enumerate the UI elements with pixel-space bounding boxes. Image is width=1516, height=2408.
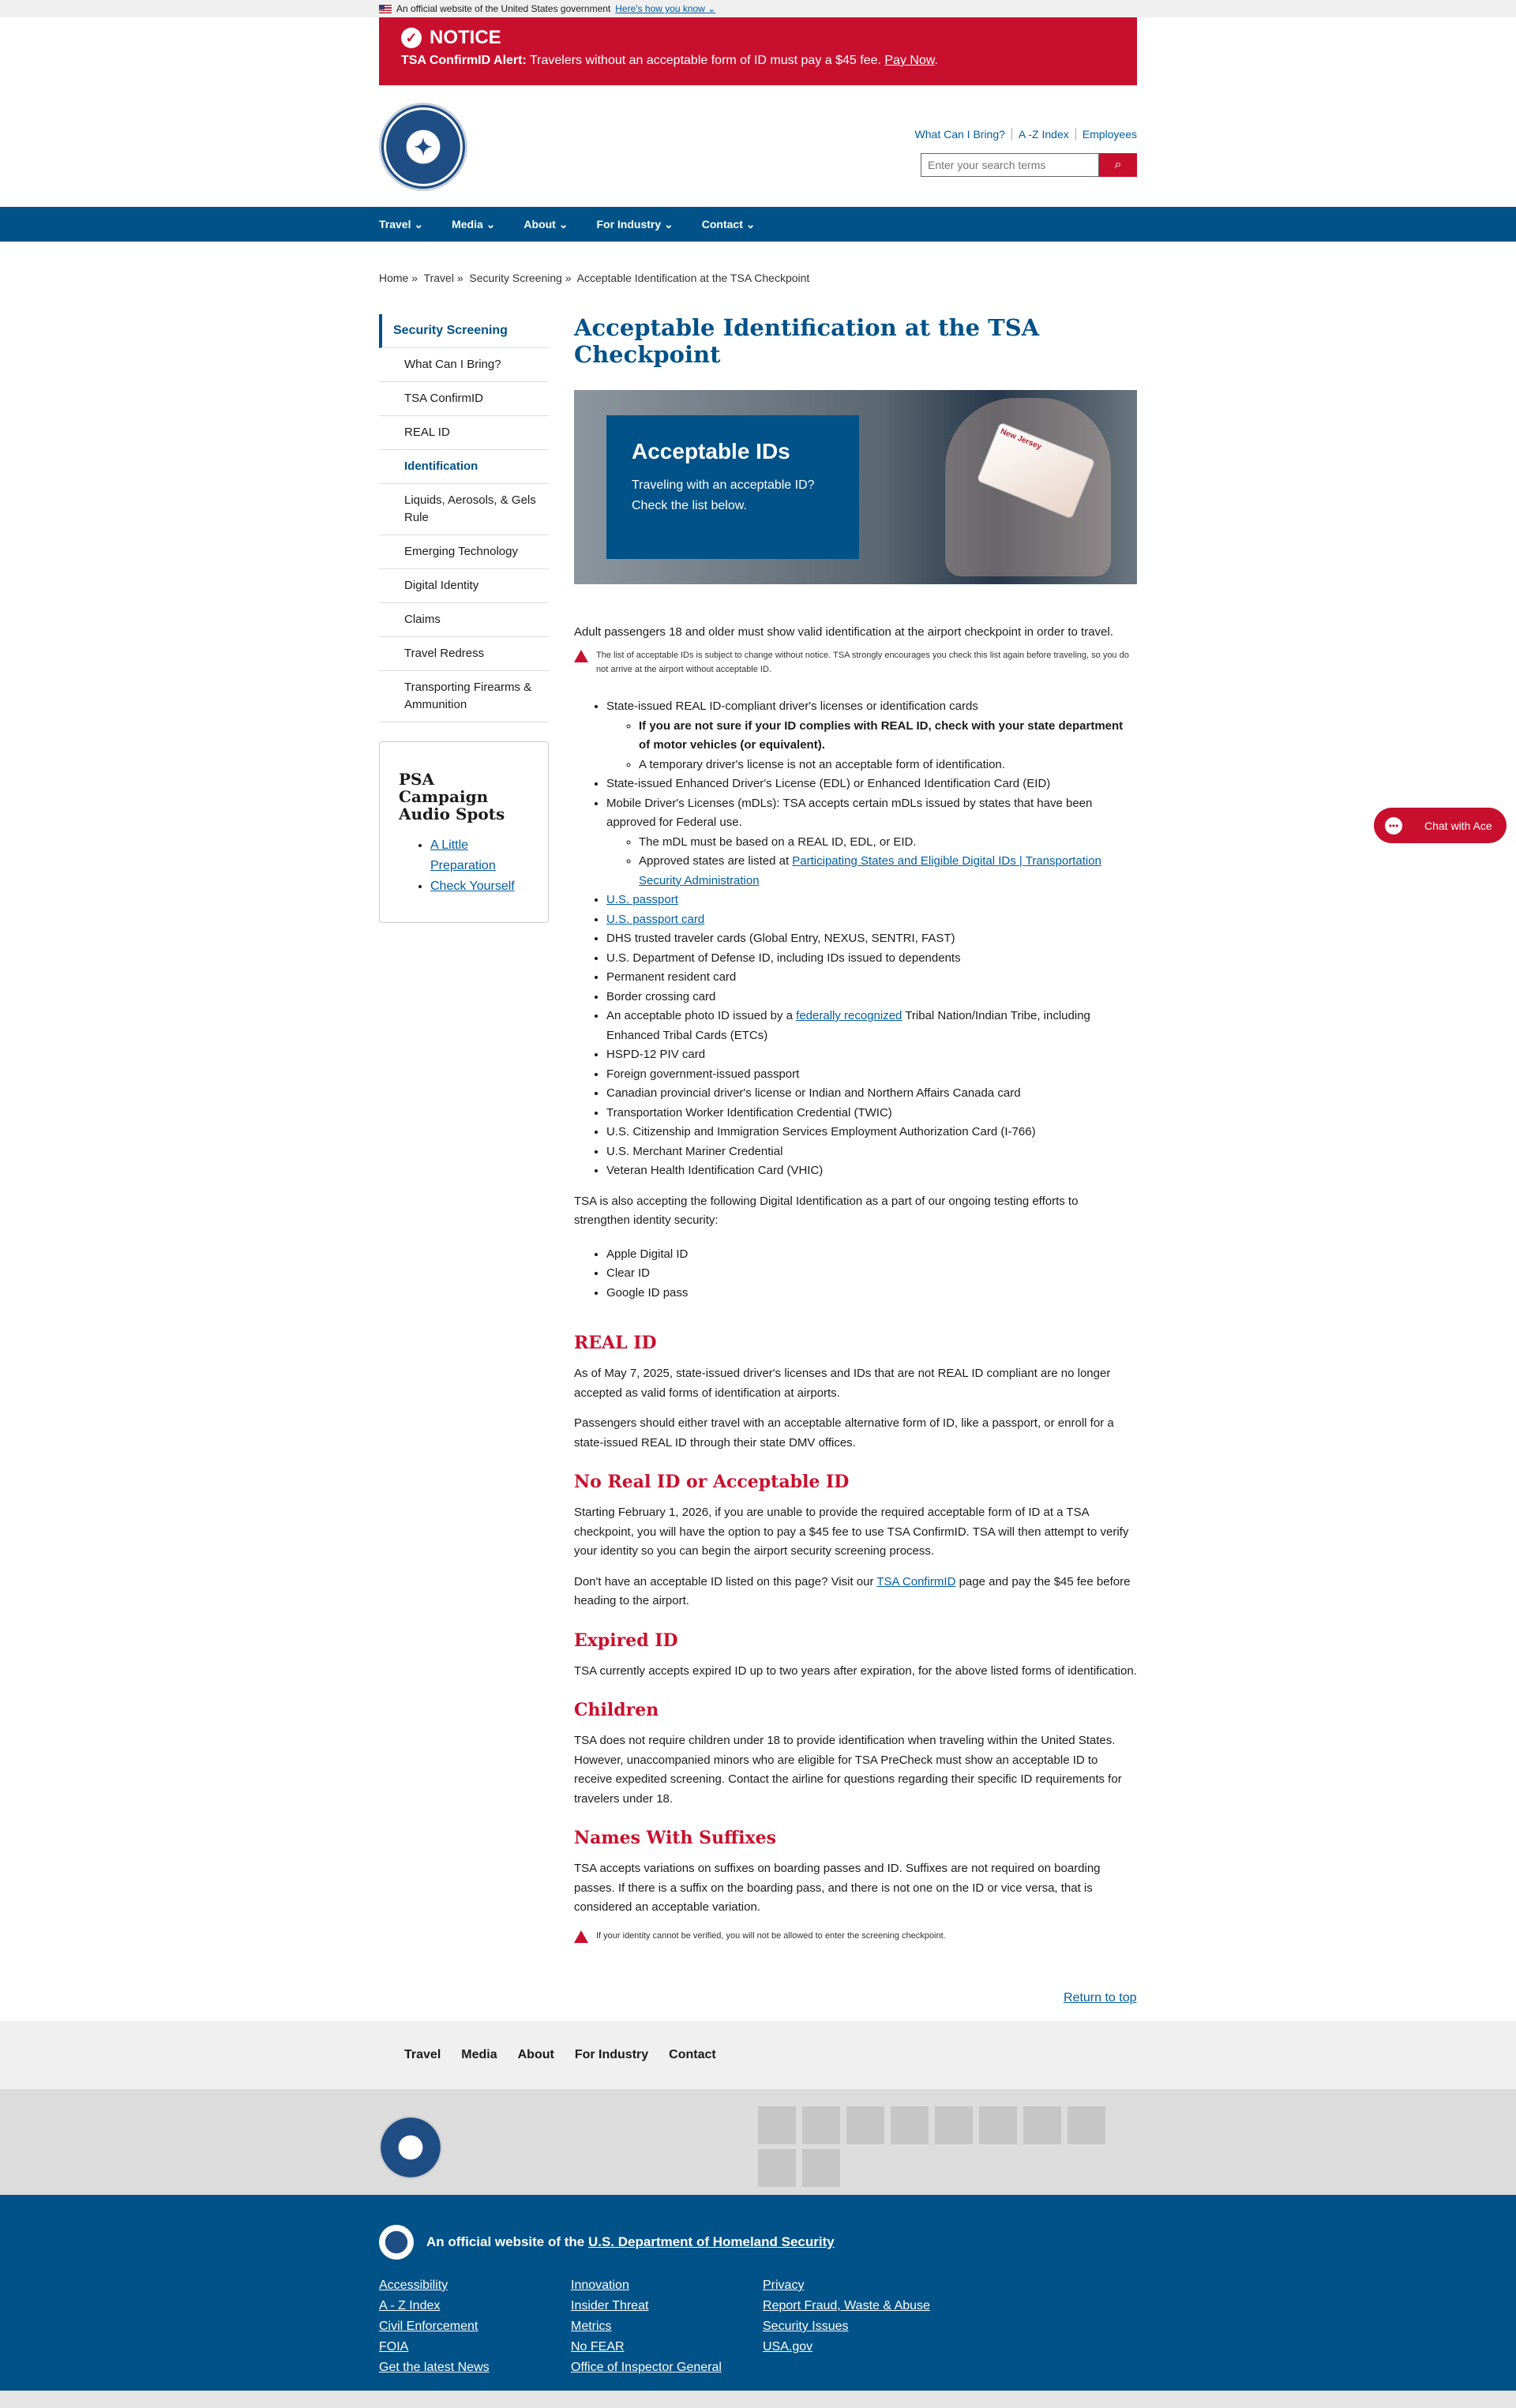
real-id-para-1: As of May 7, 2025, state-issued driver's licenses and IDs that are not REAL ID compliant are no longer accepted as valid forms of identification at airports.: [574, 1367, 1111, 1400]
list-item: ◦ The mDL must be based on a REAL ID, EDL, or EID.: [639, 833, 1137, 853]
footer-nav-contact[interactable]: Contact: [669, 2048, 716, 2061]
sidebar: [379, 314, 549, 1943]
children-heading: Children: [574, 1700, 659, 1720]
list-item: • Canadian provincial driver's license or Indian and Northern Affairs Canada card: [606, 1084, 1137, 1104]
main-content: [574, 314, 1137, 1943]
chat-icon: •••: [1385, 817, 1402, 835]
search-icon: ⌕: [1114, 158, 1122, 171]
dhs-text: An official website of the: [426, 2234, 588, 2249]
list-item: [606, 891, 1137, 910]
footer-logos: [0, 2089, 1516, 2195]
psa-title: PSA Campaign Audio Spots: [399, 770, 505, 823]
utility-nav: [909, 128, 1137, 141]
list-item: [606, 794, 1137, 891]
psa-box: [379, 741, 549, 923]
footer-link[interactable]: Privacy: [763, 2279, 805, 2292]
psa-link-check-yourself[interactable]: Check Yourself: [430, 880, 515, 893]
sidebar-item-real-id[interactable]: REAL ID: [379, 416, 549, 450]
footer-link[interactable]: Office of Inspector General: [571, 2361, 722, 2374]
list-item: • U.S. Merchant Mariner Credential: [606, 1142, 1137, 1162]
list-item-text: Mobile Driver's Licenses (mDLs): TSA accepts certain mDLs issued by states that have been approved for Federal use.: [606, 796, 1093, 829]
nav-for-industry[interactable]: For Industry ⌄: [596, 217, 674, 231]
names-suffixes-para: TSA accepts variations on suffixes on boarding passes and ID. Suffixes are not required on boarding passes. If there is a suffix on the boarding pass, and there is not one on the ID or vice versa, that is considered an acceptable variation.: [574, 1862, 1101, 1914]
real-id-para-2: Passengers should either travel with an acceptable alternative form of ID, like a passport, or enroll for a state-issued REAL ID through their state DMV offices.: [574, 1416, 1114, 1450]
us-passport-link[interactable]: U.S. passport: [606, 893, 678, 906]
footer-link[interactable]: Get the latest News: [379, 2361, 490, 2374]
chat-label: Chat with Ace: [1424, 819, 1492, 832]
pay-now-link[interactable]: Pay Now: [884, 54, 935, 67]
footer-col-2: [571, 2275, 763, 2378]
footer-link[interactable]: No FEAR: [571, 2340, 625, 2354]
footer-col-3: [763, 2275, 955, 2378]
list-item-text: State-issued REAL ID-compliant driver's licenses or identification cards: [606, 700, 978, 713]
footer-nav-media[interactable]: Media: [461, 2048, 497, 2061]
footer-link[interactable]: Civil Enforcement: [379, 2320, 478, 2333]
breadcrumb-security-screening[interactable]: Security Screening »: [469, 272, 572, 284]
real-id-heading: REAL ID: [574, 1333, 657, 1353]
nav-contact[interactable]: Contact ⌄: [701, 217, 756, 231]
tsa-confirmid-link[interactable]: TSA ConfirmID: [876, 1574, 956, 1588]
no-real-id-para-2: [574, 1573, 1137, 1611]
sidebar-item-firearms[interactable]: Transporting Firearms & Ammunition: [379, 671, 549, 722]
warning-icon: [574, 1930, 588, 1943]
list-item: • Clear ID: [606, 1264, 1137, 1284]
eagle-icon: ✦: [414, 134, 433, 159]
list-item: • Transportation Worker Identification Credential (TWIC): [606, 1104, 1137, 1123]
us-flag-icon: [379, 5, 392, 13]
gov-banner: [0, 0, 1516, 17]
sidebar-item-security-screening[interactable]: Security Screening: [379, 314, 549, 348]
footer-link[interactable]: FOIA: [379, 2340, 409, 2354]
digital-intro: TSA is also accepting the following Digital Identification as a part of our ongoing testing efforts to strengthen identity security:: [574, 1194, 1079, 1227]
sidebar-item-digital-identity[interactable]: Digital Identity: [379, 569, 549, 603]
footer-link[interactable]: Security Issues: [763, 2320, 849, 2333]
hero-banner: [574, 390, 1137, 584]
breadcrumb: [379, 272, 1137, 284]
alert-end: .: [934, 54, 938, 67]
expired-id-heading: Expired ID: [574, 1630, 678, 1651]
sidebar-item-liquids[interactable]: Liquids, Aerosols, & Gels Rule: [379, 484, 549, 535]
hero-title: Acceptable IDs: [632, 439, 790, 463]
search-form: [921, 153, 1137, 177]
list-item: • Apple Digital ID: [606, 1245, 1137, 1265]
sidebar-item-identification[interactable]: Identification: [379, 450, 549, 484]
nav-media[interactable]: Media ⌄: [452, 217, 496, 231]
sidebar-item-what-can-i-bring[interactable]: What Can I Bring?: [379, 348, 549, 382]
search-button[interactable]: [1099, 153, 1137, 177]
footer-link[interactable]: USA.gov: [763, 2340, 813, 2354]
heres-how-you-know-link[interactable]: Here's how you know ⌄: [615, 3, 716, 14]
list-item: • DHS trusted traveler cards (Global Entry, NEXUS, SENTRI, FAST): [606, 929, 1137, 949]
app-icon[interactable]: [802, 2149, 840, 2187]
list-item: [639, 852, 1137, 891]
sidebar-item-claims[interactable]: Claims: [379, 603, 549, 637]
footer-link[interactable]: Insider Threat: [571, 2299, 649, 2312]
list-item: • HSPD-12 PIV card: [606, 1045, 1137, 1065]
list-item: • State-issued Enhanced Driver's License (EDL) or Enhanced Identification Card (EID): [606, 775, 1137, 794]
footer-nav-travel[interactable]: Travel: [404, 2048, 441, 2061]
page-title: Acceptable Identification at the TSA Checkpoint: [574, 314, 1040, 368]
footer-col-1: [379, 2275, 571, 2378]
check-circle-icon: ✓: [401, 28, 422, 48]
footer-link[interactable]: Metrics: [571, 2320, 612, 2333]
return-to-top-link[interactable]: Return to top: [1064, 1991, 1137, 2005]
intro-text: Adult passengers 18 and older must show valid identification at the airport checkpoint in order to travel.: [574, 625, 1113, 639]
para-text: page and pay the $45 fee before heading to the airport.: [574, 1574, 1131, 1607]
warning-text: If your identity cannot be verified, you will not be allowed to enter the screening checkpoint.: [596, 1930, 946, 1941]
list-item-text: Tribal Nation/Indian Tribe, including Enhanced Tribal Cards (ETCs): [606, 1009, 1090, 1042]
list-item: [606, 697, 1137, 775]
no-real-id-heading: No Real ID or Acceptable ID: [574, 1472, 850, 1492]
facebook-icon[interactable]: [758, 2106, 796, 2144]
hero-box: [606, 415, 859, 559]
instagram-icon[interactable]: [846, 2106, 884, 2144]
list-item: • Border crossing card: [606, 988, 1137, 1007]
psa-link-little-preparation[interactable]: A Little Preparation: [430, 838, 496, 872]
expired-id-para: TSA currently accepts expired ID up to two years after expiration, for the above listed forms of identification.: [574, 1663, 1137, 1678]
federally-recognized-link[interactable]: federally recognized: [796, 1009, 902, 1022]
list-item: • U.S. Citizenship and Immigration Services Employment Authorization Card (I-766): [606, 1123, 1137, 1142]
warning-text: The list of acceptable IDs is subject to change without notice. TSA strongly encourages you check this list again before traveling, so you do not arrive at the airport without acceptable ID.: [596, 651, 1129, 674]
breadcrumb-home[interactable]: Home »: [379, 272, 418, 284]
chat-with-ace-button[interactable]: [1374, 808, 1507, 843]
us-passport-card-link[interactable]: U.S. passport card: [606, 912, 705, 926]
dhs-link[interactable]: U.S. Department of Homeland Security: [587, 2234, 835, 2249]
warning-icon: [574, 650, 588, 662]
notice-title: NOTICE: [430, 27, 501, 48]
dhs-footer: [0, 2195, 1516, 2391]
children-para: TSA does not require children under 18 to provide identification when traveling within the United States. However, unaccompanied minors who are eligible for TSA PreCheck must show an acceptable ID to receive expedited screening. Contact the airline for questions regarding their specific ID requirements for travelers under 18.: [574, 1734, 1122, 1806]
footer-nav-about[interactable]: About: [517, 2048, 554, 2061]
list-item: ◦ A temporary driver's license is not an acceptable form of identification.: [639, 756, 1137, 775]
warning-note-2: [574, 1929, 1137, 1943]
tsa-footer-logo[interactable]: [379, 2116, 442, 2179]
list-item: • Google ID pass: [606, 1284, 1137, 1303]
bottom-bar: [0, 2391, 1516, 2408]
nav-travel[interactable]: Travel ⌄: [379, 217, 424, 231]
sidebar-item-emerging-technology[interactable]: Emerging Technology: [379, 535, 549, 569]
footer-link[interactable]: A - Z Index: [379, 2299, 441, 2312]
hero-text: Traveling with an acceptable ID? Check the list below.: [632, 478, 815, 512]
alert-text: Travelers without an acceptable form of ID must pay a $45 fee.: [526, 54, 885, 67]
site-header: [0, 85, 1516, 207]
list-item-text: Approved states are listed at: [639, 854, 793, 868]
utility-employees[interactable]: Employees: [1082, 128, 1137, 141]
utility-az-index[interactable]: A -Z Index: [1012, 128, 1076, 141]
list-item: [606, 1007, 1137, 1045]
sidebar-item-tsa-confirmid[interactable]: TSA ConfirmID: [379, 382, 549, 416]
footer-link[interactable]: Innovation: [571, 2279, 629, 2292]
breadcrumb-current: Acceptable Identification at the TSA Checkpoint: [576, 272, 810, 284]
list-item: • Veteran Health Identification Card (VHIC): [606, 1161, 1137, 1181]
tsa-logo[interactable]: [379, 103, 467, 191]
footer-nav: [0, 2021, 1516, 2089]
list-item-text: An acceptable photo ID issued by a: [606, 1009, 797, 1022]
utility-what-can-i-bring[interactable]: What Can I Bring?: [909, 128, 1012, 141]
id-card-state: New Jersey: [999, 427, 1043, 452]
notice-banner: [379, 17, 1137, 85]
footer-link[interactable]: Report Fraud, Waste & Abuse: [763, 2299, 930, 2312]
x-icon[interactable]: [802, 2106, 840, 2144]
gov-banner-text: An official website of the United States government: [396, 3, 611, 14]
rss-icon[interactable]: [758, 2149, 796, 2187]
sidebar-item-travel-redress[interactable]: Travel Redress: [379, 637, 549, 671]
dhs-seal-icon: [379, 2225, 414, 2260]
footer-nav-for-industry[interactable]: For Industry: [574, 2048, 649, 2061]
digital-id-list: [606, 1245, 1137, 1303]
alert-label: TSA ConfirmID Alert:: [401, 54, 527, 67]
list-item: ◦ If you are not sure if your ID complies with REAL ID, check with your state department of motor vehicles (or equivalent).: [639, 717, 1137, 756]
footer-link[interactable]: Accessibility: [379, 2279, 448, 2292]
email-icon[interactable]: [1068, 2106, 1105, 2144]
para-text: Don't have an acceptable ID listed on this page? Visit our: [574, 1574, 877, 1588]
search-input[interactable]: [921, 153, 1099, 177]
names-suffixes-heading: Names With Suffixes: [574, 1828, 776, 1848]
warning-note: [574, 648, 1137, 677]
list-item: • Foreign government-issued passport: [606, 1065, 1137, 1085]
participating-states-link[interactable]: Participating States and Eligible Digital IDs | Transportation Security Administration: [639, 854, 1101, 887]
no-real-id-para-1: Starting February 1, 2026, if you are unable to provide the required acceptable form of ID at a TSA checkpoint, you will have the option to pay a $45 fee to use TSA ConfirmID. TSA will then attempt to verify your identity so you can begin the airport security screening process.: [574, 1506, 1129, 1558]
list-item: • Permanent resident card: [606, 968, 1137, 988]
main-nav: [0, 207, 1516, 242]
breadcrumb-travel[interactable]: Travel »: [423, 272, 463, 284]
acceptable-id-list: [606, 697, 1137, 1181]
threads-icon[interactable]: [1023, 2106, 1061, 2144]
youtube-icon[interactable]: [891, 2106, 929, 2144]
list-item: [606, 910, 1137, 930]
list-item: • U.S. Department of Defense ID, including IDs issued to dependents: [606, 949, 1137, 969]
tiktok-icon[interactable]: [979, 2106, 1017, 2144]
nav-about[interactable]: About ⌄: [523, 217, 568, 231]
linkedin-icon[interactable]: [935, 2106, 973, 2144]
